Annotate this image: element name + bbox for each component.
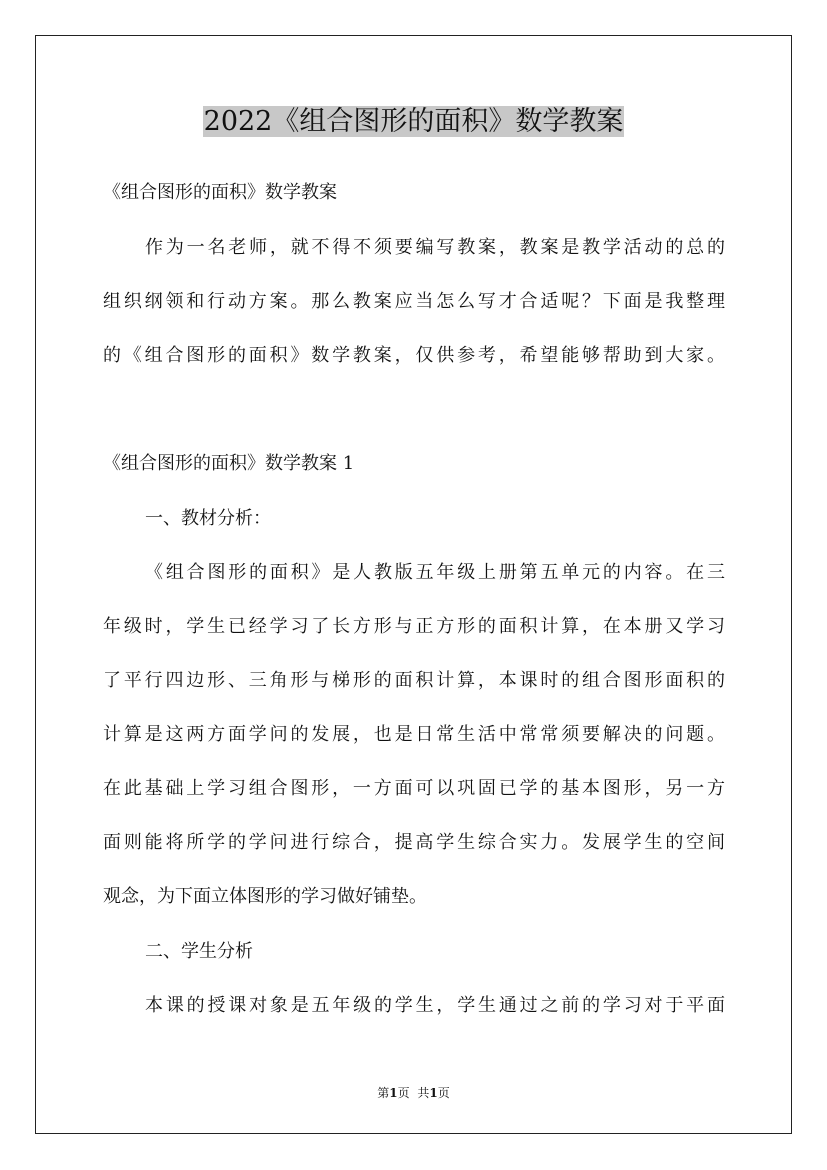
intro-line-2: 组织纲领和行动方案。那么教案应当怎么写才合适呢？下面是我整理 (103, 291, 725, 312)
part1-heading: 一、教材分析： (145, 508, 271, 529)
part1-line-3: 了平行四边形、三角形与梯形的面积计算，本课时的组合图形面积的 (103, 670, 725, 691)
document-title-text: 2022《组合图形的面积》数学教案 (203, 106, 624, 137)
footer-page-prefix: 第 (377, 1086, 390, 1100)
footer-total-unit: 页 (437, 1086, 450, 1100)
page-footer (0, 1084, 827, 1102)
part1-line-1: 《组合图形的面积》是人教版五年级上册第五单元的内容。在三 (145, 562, 725, 583)
footer-page-unit: 页 (397, 1086, 410, 1100)
part1-line-4: 计算是这两方面学问的发展，也是日常生活中常常须要解决的问题。 (103, 724, 725, 745)
footer-page-total: 1 (429, 1086, 438, 1100)
footer-total-prefix: 共 (417, 1086, 430, 1100)
footer-page-current: 1 (389, 1086, 398, 1100)
part1-line-6: 面则能将所学的学问进行综合，提高学生综合实力。发展学生的空间 (103, 832, 725, 853)
part2-heading: 二、学生分析 (145, 941, 253, 962)
intro-line-1: 作为一名老师，就不得不须要编写教案，教案是教学活动的总的 (145, 237, 725, 258)
section-heading: 《组合图形的面积》数学教案 1 (103, 453, 355, 474)
part2-line-1: 本课的授课对象是五年级的学生，学生通过之前的学习对于平面 (145, 995, 725, 1016)
part1-line-7: 观念，为下面立体图形的学习做好铺垫。 (103, 886, 427, 907)
document-subtitle: 《组合图形的面积》数学教案 (103, 182, 337, 203)
part1-line-2: 年级时，学生已经学习了长方形与正方形的面积计算，在本册又学习 (103, 616, 725, 637)
part1-line-5: 在此基础上学习组合图形，一方面可以巩固已学的基本图形，另一方 (103, 778, 725, 799)
document-title (0, 102, 827, 142)
intro-line-3: 的《组合图形的面积》数学教案，仅供参考，希望能够帮助到大家。 (103, 345, 725, 366)
